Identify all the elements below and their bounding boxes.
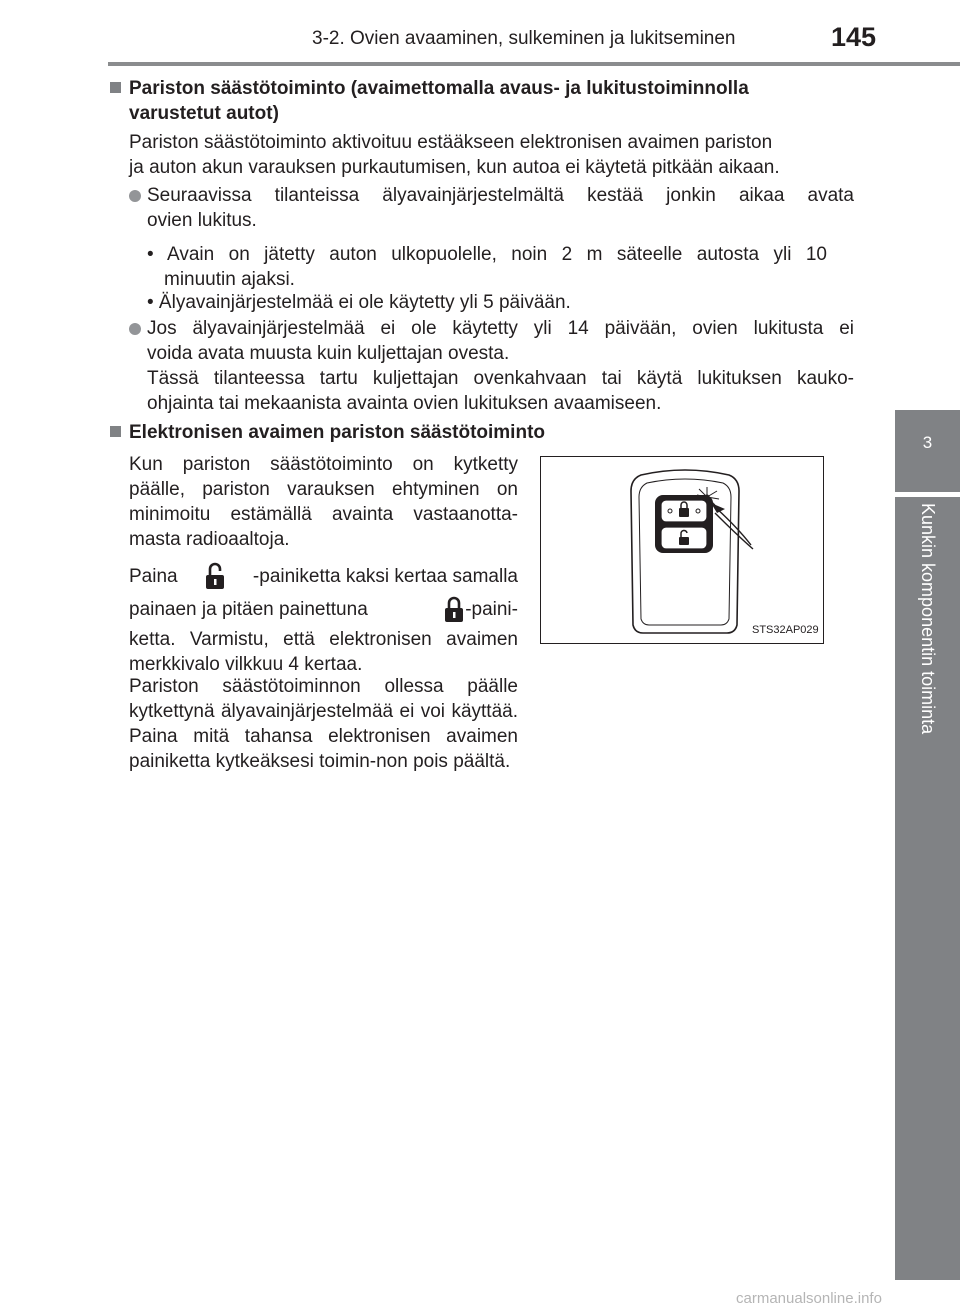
bullet1-line2: ovien lukitus. [147, 210, 257, 231]
bullet1-line1: Seuraavissa tilanteissa älyavainjärjestelmältä kestää jonkin aikaa avata [147, 185, 854, 206]
p2-text-c: painaen ja pitäen painettuna [129, 598, 368, 620]
header-rule [108, 62, 960, 66]
p2-text-b: -painiketta kaksi kertaa samalla [252, 565, 518, 587]
section1-heading-line2: varustetut autot) [129, 103, 279, 124]
section2-heading-text: Elektronisen avaimen pariston säästötoiminto [129, 422, 545, 443]
section2-paragraph1: Kun pariston säästötoiminto on kytketty päälle, pariston varauksen ehtyminen on minimoitu estämällä avainta vastaanotta-masta radioaaltoja. [129, 454, 518, 550]
p2-text-d: -paini- [465, 598, 518, 620]
illustration-code: STS32AP029 [752, 624, 819, 636]
page-number: 145 [831, 22, 877, 52]
chapter-tab-number: 3 [895, 410, 960, 492]
smart-key-drawing [541, 457, 825, 645]
section1-intro-line1: Pariston säästötoiminto aktivoituu estääkseen elektronisen avaimen pariston [129, 132, 773, 153]
section2-paragraph2 [129, 561, 518, 677]
unlock-icon [204, 561, 226, 591]
watermark: carmanualsonline.info [736, 1290, 882, 1307]
key-illustration [540, 456, 824, 644]
header-section-title: 3-2. Ovien avaaminen, sulkeminen ja lukitseminen [312, 28, 736, 49]
heading-square-icon [110, 426, 121, 437]
bullet2-line3: Tässä tilanteessa tartu kuljettajan ovenkahvaan tai käytä lukituksen kauko- [147, 368, 854, 389]
p2-text-a: Paina [129, 565, 178, 587]
sub-bullet1-line2: minuutin ajaksi. [164, 269, 295, 290]
bullet-dot-icon [129, 323, 141, 335]
p2-text-e: ketta. Varmistu, että elektronisen avaimen merkkivalo vilkkuu 4 kertaa. [129, 629, 518, 675]
bullet-dot-icon [129, 190, 141, 202]
section1-heading-line1: Pariston säästötoiminto (avaimettomalla avaus- ja lukitustoiminnolla [129, 78, 749, 99]
bullet2-line4: ohjainta tai mekaanista avainta ovien lukituksen avaamiseen. [147, 393, 662, 414]
section1-intro-line2: ja auton akun varauksen purkautumisen, kun autoa ei käytetä pitkään aikaan. [129, 157, 780, 178]
bullet2-line2: voida avata muusta kuin kuljettajan ovesta. [147, 343, 510, 364]
bullet2-line1: Jos älyavainjärjestelmää ei ole käytetty yli 14 päivään, ovien lukitusta ei [147, 318, 854, 339]
section2-paragraph3: Pariston säästötoiminnon ollessa päälle kytkettynä älyavainjärjestelmää ei voi käyttää. Paina mitä tahansa elektronisen avaimen painiketta kytkeäksesi toimin-non pois päältä. [129, 676, 518, 772]
heading-square-icon [110, 82, 121, 93]
section2-heading [110, 420, 545, 445]
lock-icon [443, 594, 465, 624]
chapter-tab-title: Kunkin komponentin toiminta [918, 503, 938, 735]
sub-bullet1-line1: • Avain on jätetty auton ulkopuolelle, noin 2 m säteelle autosta yli 10 [147, 244, 827, 265]
section1-heading [110, 76, 854, 101]
sub-bullet2: • Älyavainjärjestelmää ei ole käytetty yli 5 päivään. [147, 292, 571, 313]
